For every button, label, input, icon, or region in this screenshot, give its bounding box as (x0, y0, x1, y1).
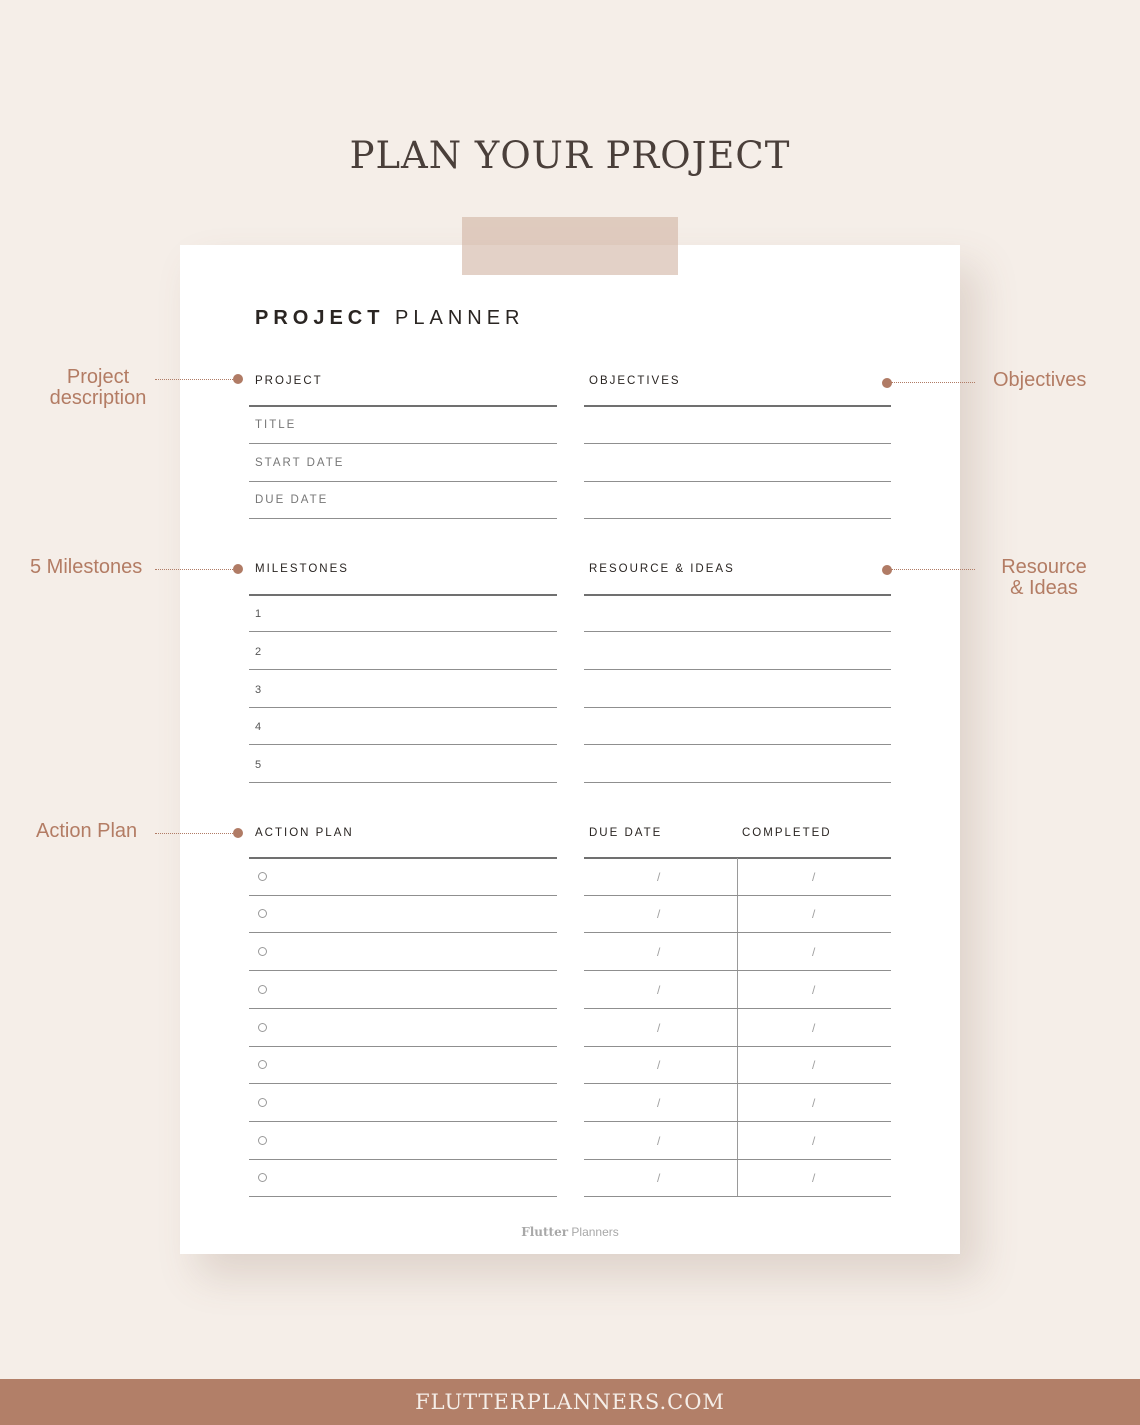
due-date-separator: / (657, 1171, 661, 1185)
brand-bold: Flutter (521, 1225, 569, 1239)
action-item-date-line[interactable] (584, 932, 891, 933)
completed-date-separator: / (812, 870, 816, 884)
annotation-project-leader (155, 379, 233, 380)
milestone-number: 3 (255, 684, 262, 696)
action-plan-label: ACTION PLAN (255, 827, 354, 839)
completed-date-separator: / (812, 945, 816, 959)
action-item-date-line[interactable] (584, 1083, 891, 1084)
footer-bar (0, 1379, 1140, 1425)
action-item-checkbox[interactable] (258, 1060, 267, 1069)
action-item-checkbox[interactable] (258, 1023, 267, 1032)
annotation-milestones (30, 557, 142, 578)
action-item-date-line[interactable] (584, 1196, 891, 1197)
annotation-resources (996, 557, 1092, 599)
resources-line[interactable] (584, 669, 891, 670)
action-item-line[interactable] (249, 1159, 557, 1160)
action-item-line[interactable] (249, 1121, 557, 1122)
milestones-label: MILESTONES (255, 563, 349, 575)
annotation-resources-line2: & Ideas (1010, 577, 1078, 599)
action-item-checkbox[interactable] (258, 1098, 267, 1107)
action-item-checkbox[interactable] (258, 872, 267, 881)
annotation-resources-leader (891, 569, 975, 570)
resources-line[interactable] (584, 631, 891, 632)
milestone-number: 4 (255, 721, 262, 733)
action-item-date-line[interactable] (584, 895, 891, 896)
objectives-label: OBJECTIVES (589, 375, 681, 387)
title-field-line[interactable] (249, 443, 557, 444)
due-date-separator: / (657, 983, 661, 997)
due-date-separator: / (657, 1096, 661, 1110)
washi-tape (462, 217, 678, 275)
due-date-separator: / (657, 870, 661, 884)
annotation-milestones-text: 5 Milestones (30, 556, 143, 578)
annotation-action-plan-text: Action Plan (36, 820, 138, 842)
objectives-header-rule (584, 405, 891, 407)
brand-light: Planners (571, 1225, 619, 1239)
annotation-action-plan-dot (233, 828, 243, 838)
annotation-objectives-dot (882, 378, 892, 388)
milestone-line[interactable] (249, 631, 557, 632)
annotation-objectives (993, 370, 1086, 391)
planner-sheet (180, 245, 960, 1254)
action-item-checkbox[interactable] (258, 1136, 267, 1145)
action-item-line[interactable] (249, 932, 557, 933)
project-label: PROJECT (255, 375, 323, 387)
action-item-checkbox[interactable] (258, 985, 267, 994)
objectives-line[interactable] (584, 443, 891, 444)
resources-line[interactable] (584, 744, 891, 745)
milestone-number: 1 (255, 608, 262, 620)
resources-header-rule (584, 594, 891, 596)
objectives-line[interactable] (584, 481, 891, 482)
milestone-line[interactable] (249, 782, 557, 783)
annotation-resources-line1: Resource (1001, 556, 1087, 578)
completed-date-separator: / (812, 1134, 816, 1148)
due-date-separator: / (657, 1134, 661, 1148)
annotation-milestones-dot (233, 564, 243, 574)
annotation-action-plan (36, 821, 137, 842)
action-item-line[interactable] (249, 970, 557, 971)
action-item-date-line[interactable] (584, 1008, 891, 1009)
action-item-checkbox[interactable] (258, 909, 267, 918)
action-item-line[interactable] (249, 1196, 557, 1197)
resources-line[interactable] (584, 782, 891, 783)
milestones-header-rule (249, 594, 557, 596)
planner-title-light: PLANNER (395, 307, 525, 329)
action-item-checkbox[interactable] (258, 1173, 267, 1182)
objectives-line[interactable] (584, 518, 891, 519)
annotation-milestones-leader (155, 569, 233, 570)
planner-title-bold: PROJECT (255, 307, 385, 329)
milestone-line[interactable] (249, 669, 557, 670)
start-date-field-line[interactable] (249, 481, 557, 482)
completed-date-separator: / (812, 1058, 816, 1072)
resources-line[interactable] (584, 707, 891, 708)
planner-title (255, 307, 525, 330)
action-item-checkbox[interactable] (258, 947, 267, 956)
due-date-separator: / (657, 1058, 661, 1072)
due-date-separator: / (657, 907, 661, 921)
due-date-field-label: DUE DATE (255, 494, 329, 506)
completed-date-separator: / (812, 983, 816, 997)
action-item-date-line[interactable] (584, 1159, 891, 1160)
action-item-line[interactable] (249, 895, 557, 896)
annotation-objectives-leader (891, 382, 975, 383)
dates-column-divider (737, 858, 738, 1197)
annotation-project-line2: description (49, 387, 147, 409)
milestone-number: 5 (255, 759, 262, 771)
action-item-date-line[interactable] (584, 1121, 891, 1122)
milestone-line[interactable] (249, 744, 557, 745)
completed-date-separator: / (812, 1171, 816, 1185)
completed-date-separator: / (812, 1096, 816, 1110)
due-date-separator: / (657, 1021, 661, 1035)
completed-column-label: COMPLETED (742, 827, 832, 839)
action-item-line[interactable] (249, 1046, 557, 1047)
annotation-objectives-text: Objectives (993, 369, 1087, 391)
project-header-rule (249, 405, 557, 407)
due-date-field-line[interactable] (249, 518, 557, 519)
annotation-project-line1: Project (66, 366, 130, 388)
resources-label: RESOURCE & IDEAS (589, 563, 735, 575)
action-item-line[interactable] (249, 1008, 557, 1009)
annotation-project-dot (233, 374, 243, 384)
action-item-date-line[interactable] (584, 970, 891, 971)
annotation-resources-dot (882, 565, 892, 575)
footer-website[interactable]: FLUTTERPLANNERS.COM (415, 1390, 725, 1414)
annotation-project (44, 367, 152, 409)
due-date-column-label: DUE DATE (589, 827, 663, 839)
title-field-label: TITLE (255, 419, 297, 431)
action-item-line[interactable] (249, 1083, 557, 1084)
action-plan-header-rule (249, 857, 557, 859)
milestone-line[interactable] (249, 707, 557, 708)
completed-date-separator: / (812, 1021, 816, 1035)
brand-signature (180, 1225, 960, 1239)
start-date-field-label: START DATE (255, 457, 345, 469)
milestone-number: 2 (255, 646, 262, 658)
completed-date-separator: / (812, 907, 816, 921)
page-headline: PLAN YOUR PROJECT (349, 134, 791, 177)
action-item-date-line[interactable] (584, 1046, 891, 1047)
due-date-separator: / (657, 945, 661, 959)
annotation-action-plan-leader (155, 833, 233, 834)
